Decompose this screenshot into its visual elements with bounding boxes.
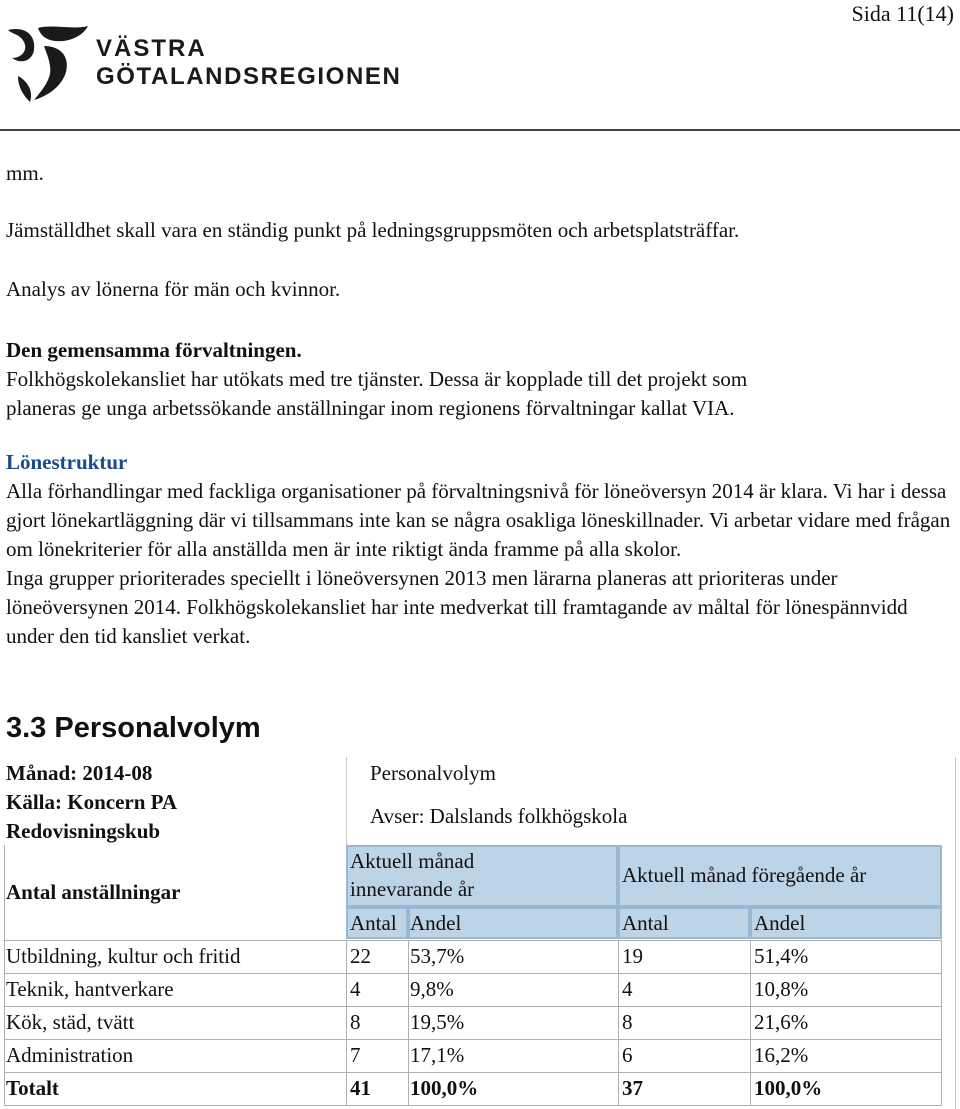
header-divider [0, 129, 960, 131]
row-label: Administration [6, 1043, 134, 1067]
heading-gemensamma: Den gemensamma förvaltningen. [6, 338, 302, 362]
paragraph-kansliet-line1: Folkhögskolekansliet har utökats med tre tjänster. Dessa är kopplade till det projekt som [6, 367, 748, 391]
table-subtitle: Avser: Dalslands folkhögskola [370, 804, 628, 828]
total-label: Totalt [6, 1076, 59, 1100]
row-divider [4, 1105, 942, 1106]
col-line [750, 940, 751, 1106]
row-andel-prev: 51,4% [754, 944, 809, 968]
table-header-divider [346, 757, 347, 845]
total-andel-cur: 100,0% [410, 1076, 479, 1100]
row-antal-prev: 8 [622, 1010, 633, 1034]
header-current-line1: Aktuell månad [350, 849, 475, 873]
total-antal-prev: 37 [622, 1076, 643, 1100]
section-title: 3.3 Personalvolym [6, 712, 261, 744]
total-andel-prev: 100,0% [754, 1076, 823, 1100]
table-title: Personalvolym [370, 761, 496, 785]
row-header-label: Antal anställningar [6, 880, 181, 904]
row-andel-prev: 21,6% [754, 1010, 809, 1034]
row-andel-cur: 9,8% [410, 977, 454, 1001]
header-current-line2: innevarande år [350, 877, 475, 901]
logo [4, 24, 402, 104]
col-line [618, 940, 619, 1106]
row-divider [4, 1006, 942, 1007]
row-divider [4, 940, 942, 941]
row-antal-cur: 22 [350, 944, 371, 968]
region-logo-icon [4, 24, 94, 104]
row-andel-prev: 10,8% [754, 977, 809, 1001]
paragraph-analys: Analys av lönerna för män och kvinnor. [6, 277, 341, 301]
table-info [6, 759, 177, 846]
col-antal-prev: Antal [622, 911, 669, 935]
header-previous-label: Aktuell månad föregående år [622, 863, 867, 887]
col-antal-cur: Antal [350, 911, 397, 935]
row-label: Utbildning, kultur och fritid [6, 944, 241, 968]
lonestruktur-paragraph-1: Alla förhandlingar med fackliga organisationer på förvaltningsnivå för löneöversyn 2014 är klara. Vi har i dessa gjort lönekartläggning där vi tillsammans inte kan se några osakliga löneskillnader. Vi arbetar vidare med frågan om lönekriterier för alla anställda men är inte riktigt ända framme på alla skolor. [6, 479, 951, 561]
col-line [408, 940, 409, 1106]
row-divider [4, 973, 942, 974]
row-antal-prev: 19 [622, 944, 643, 968]
col-andel-cur: Andel [410, 911, 462, 935]
row-antal-cur: 7 [350, 1043, 361, 1067]
row-label: Kök, städ, tvätt [6, 1010, 135, 1034]
row-label: Teknik, hantverkare [6, 977, 174, 1001]
source-line1: Källa: Koncern PA [6, 790, 178, 814]
row-andel-cur: 19,5% [410, 1010, 465, 1034]
row-antal-cur: 8 [350, 1010, 361, 1034]
row-antal-cur: 4 [350, 977, 361, 1001]
row-header-border [4, 845, 5, 940]
row-antal-prev: 6 [622, 1043, 633, 1067]
source-line2: Redovisningskub [6, 819, 161, 843]
row-antal-prev: 4 [622, 977, 633, 1001]
col-line [4, 940, 5, 1106]
table-right-border [955, 757, 956, 1109]
row-andel-cur: 53,7% [410, 944, 465, 968]
paragraph-jamstalldhet: Jämställdhet skall vara en ständig punkt på ledningsgruppsmöten och arbetsplatsträffar. [6, 218, 740, 242]
logo-text-line1: VÄSTRA [96, 35, 207, 62]
total-antal-cur: 41 [350, 1076, 371, 1100]
col-andel-prev: Andel [754, 911, 806, 935]
col-line [346, 940, 347, 1106]
lonestruktur-paragraph-2: Inga grupper prioriterades speciellt i löneöversynen 2013 men lärarna planeras att prioriteras under löneöversynen 2014. Folkhögskolekansliet har inte medverkat till framtagande av måltal för lönespännvidd under den tid kansliet verkat. [6, 566, 908, 648]
paragraph-mm: mm. [6, 161, 44, 185]
row-andel-cur: 17,1% [410, 1043, 465, 1067]
row-andel-prev: 16,2% [754, 1043, 809, 1067]
logo-text-line2: GÖTALANDSREGIONEN [96, 63, 402, 90]
paragraph-kansliet-line2: planeras ge unga arbetssökande anställningar inom regionens förvaltningar kallat VIA. [6, 396, 735, 420]
month-label: Månad: 2014-08 [6, 761, 153, 785]
lonestruktur-section [6, 448, 956, 651]
row-divider [4, 1039, 942, 1040]
page-number: Sida 11(14) [851, 1, 954, 26]
row-divider [4, 1072, 942, 1073]
col-line [941, 940, 942, 1106]
lonestruktur-heading: Lönestruktur [6, 450, 128, 474]
